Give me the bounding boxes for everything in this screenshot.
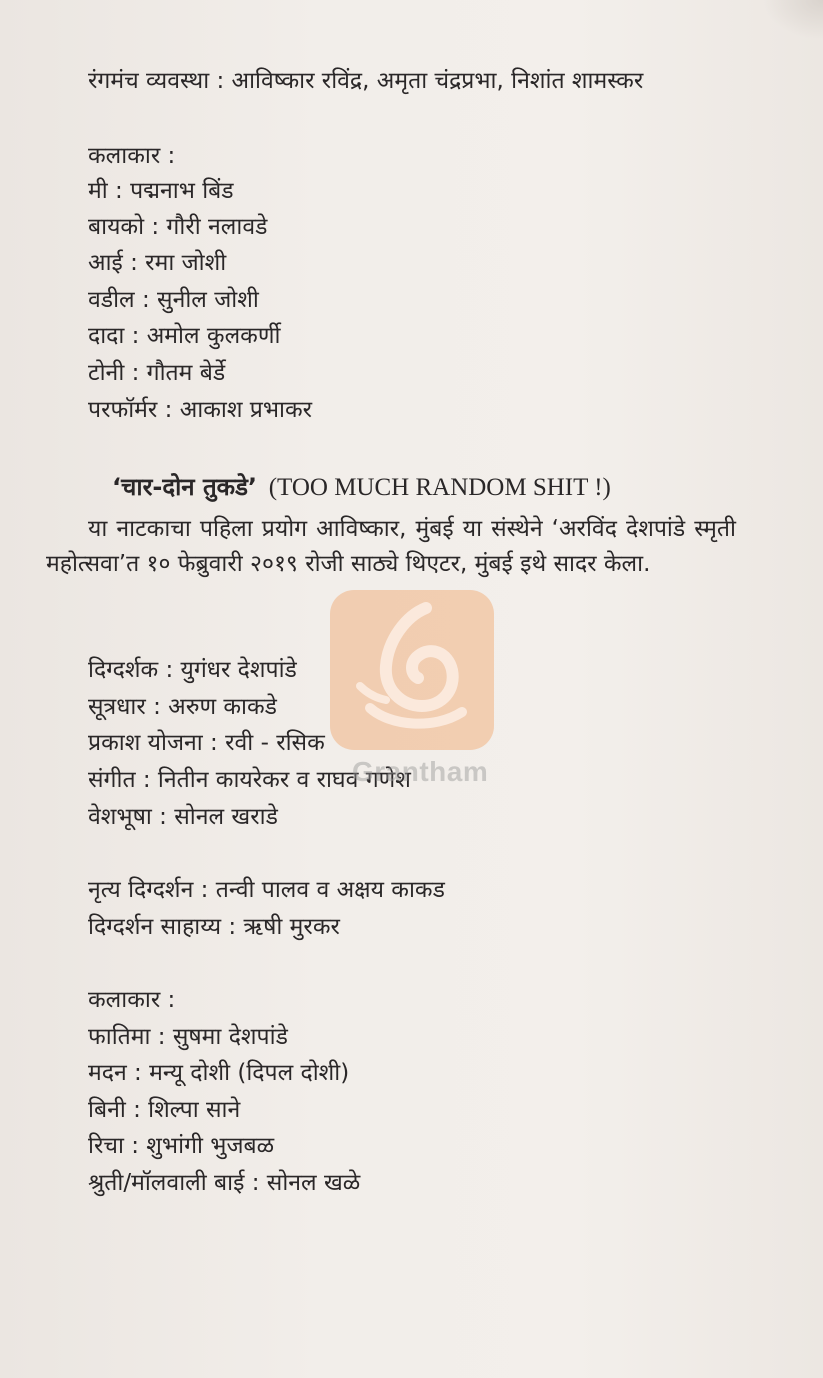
crew-member: संगीत : नितीन कायरेकर व राघव गणेश bbox=[88, 767, 411, 793]
cast-member: फातिमा : सुषमा देशपांडे bbox=[88, 1024, 288, 1050]
crew-member: दिग्दर्शन साहाय्य : ऋषी मुरकर bbox=[88, 914, 340, 940]
cast-member: आई : रमा जोशी bbox=[88, 250, 227, 276]
crew-member: दिग्दर्शक : युगंधर देशपांडे bbox=[88, 657, 297, 683]
cast-member: श्रुती/मॉलवाली बाई : सोनल खळे bbox=[88, 1170, 361, 1196]
cast-member: रिचा : शुभांगी भुजबळ bbox=[88, 1133, 275, 1159]
crew-member: प्रकाश योजना : रवी - रसिक bbox=[88, 730, 325, 756]
cast-member: परफॉर्मर : आकाश प्रभाकर bbox=[88, 397, 313, 423]
cast-member: वडील : सुनील जोशी bbox=[88, 287, 259, 313]
premiere-paragraph: या नाटकाचा पहिला प्रयोग आविष्कार, मुंबई या संस्थेने ‘अरविंद देशपांडे स्मृती महोत्सवा’त १० फेब्रुवारी २०१९ रोजी साठ्ये थिएटर, मुंबई इथे सादर केला. bbox=[46, 516, 736, 577]
cast-member: बिनी : शिल्पा साने bbox=[88, 1097, 241, 1123]
cast-member: मदन : मन्यू दोशी (दिपल दोशी) bbox=[88, 1060, 350, 1086]
crew-member: नृत्य दिग्दर्शन : तन्वी पालव व अक्षय काकड bbox=[88, 877, 445, 903]
stage-arrangement: रंगमंच व्यवस्था : आविष्कार रविंद्र, अमृता चंद्रप्रभा, निशांत शामस्कर bbox=[88, 68, 644, 94]
play-title bbox=[112, 471, 611, 504]
grantham-logo-icon bbox=[330, 590, 494, 750]
cast-member: दादा : अमोल कुलकर्णी bbox=[88, 323, 281, 349]
cast-member: टोनी : गौतम बेर्डे bbox=[88, 360, 226, 386]
cast-member: मी : पद्मनाभ बिंड bbox=[88, 178, 234, 204]
cast-heading: कलाकार : bbox=[88, 987, 176, 1013]
cast-heading: कलाकार : bbox=[88, 143, 176, 169]
page-corner-shadow bbox=[763, 0, 823, 40]
crew-member: वेशभूषा : सोनल खराडे bbox=[88, 804, 278, 830]
play-title-marathi: ‘चार-दोन तुकडे’ bbox=[112, 473, 258, 501]
grantham-watermark-text: Grantham bbox=[352, 756, 489, 787]
cast-member: बायको : गौरी नलावडे bbox=[88, 214, 268, 240]
play-title-english: (TOO MUCH RANDOM SHIT !) bbox=[268, 474, 611, 501]
crew-member: सूत्रधार : अरुण काकडे bbox=[88, 694, 277, 720]
